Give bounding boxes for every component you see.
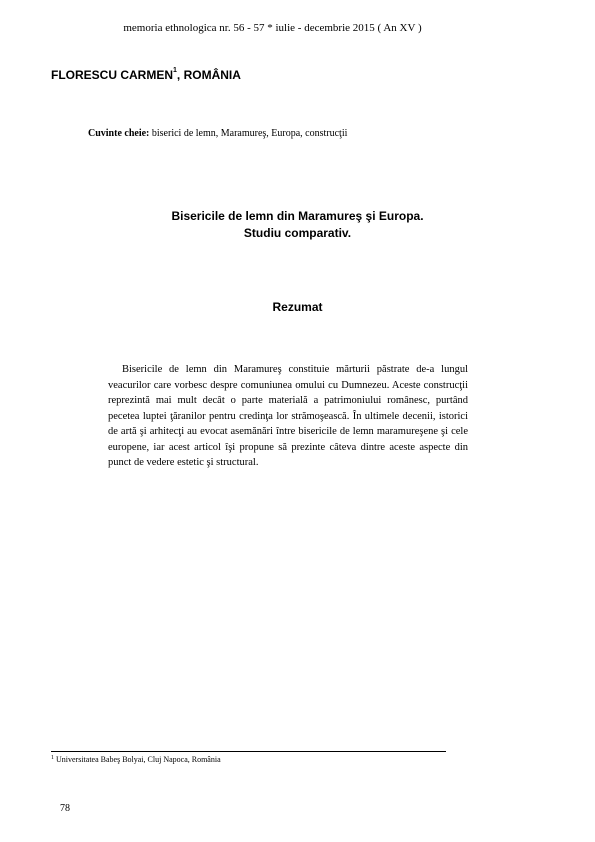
article-title xyxy=(0,208,595,242)
keywords xyxy=(88,128,347,139)
abstract-text: Bisericile de lemn din Maramureş constituie mărturii păstrate de-a lungul veacurilor care vorbesc despre comuniunea omului cu Dumnezeu. Aceste construcţii reprezintă mai mult decât o parte materială a patrimoniului românesc, purtând pecetea luptei ţăranilor pentru credinţa lor strămoşească. În ultimele decenii, istorici de artă şi arhitecţi au evocat asemănări între bisericile de lemn maramureşene şi cele europene, iar acest articol îşi propune să prezinte câteva dintre aceste aspecte din punct de vedere estetic şi structural. xyxy=(108,364,468,468)
author-name: FLORESCU CARMEN xyxy=(51,68,173,82)
author-country: , ROMÂNIA xyxy=(176,68,241,82)
footnote-text: Universitatea Babeş Bolyai, Cluj Napoca, România xyxy=(54,755,221,764)
article-title-line2: Studiu comparativ. xyxy=(243,226,352,240)
footnote xyxy=(51,755,221,764)
footnote-divider xyxy=(51,751,446,752)
page-number: 78 xyxy=(60,803,70,814)
running-header: memoria ethnologica nr. 56 - 57 * iulie - decembrie 2015 ( An XV ) xyxy=(123,22,422,34)
author-footnote-mark[interactable]: 1 xyxy=(173,67,177,74)
article-title-line1: Bisericile de lemn din Maramureş şi Europa. xyxy=(171,209,424,223)
author-line xyxy=(51,68,241,82)
abstract-heading: Rezumat xyxy=(272,300,323,314)
keywords-label: Cuvinte cheie: xyxy=(88,128,150,139)
keywords-terms: biserici de lemn, Maramureş, Europa, construcţii xyxy=(149,128,348,139)
footnote-mark: 1 xyxy=(51,755,54,761)
